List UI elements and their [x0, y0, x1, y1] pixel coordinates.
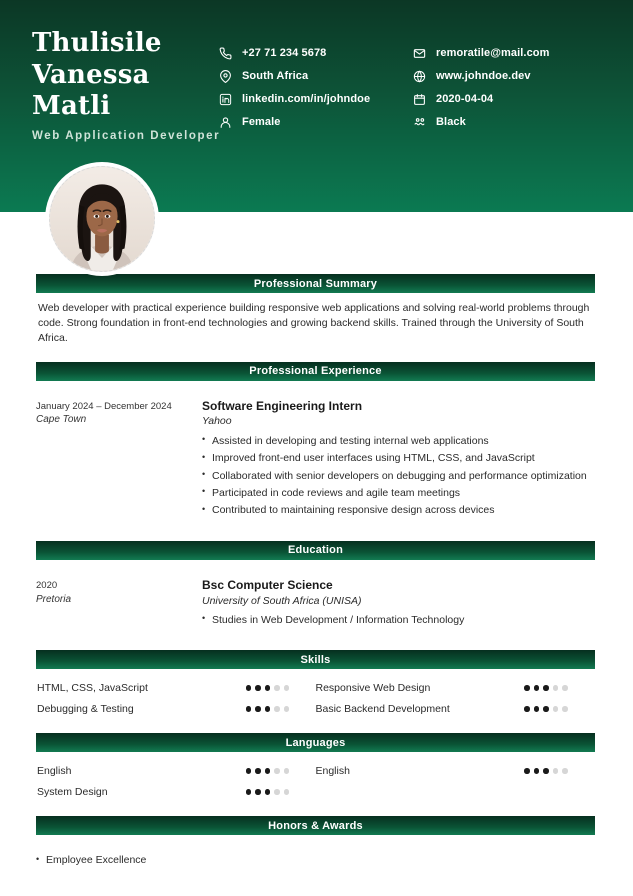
page-title	[32, 28, 222, 123]
section-title-experience: Professional Experience	[249, 365, 382, 378]
rating-dots	[524, 706, 582, 712]
contact-email[interactable]	[412, 42, 612, 65]
rated-item-label: System Design	[37, 785, 108, 798]
section-education	[36, 541, 595, 650]
phone-icon	[218, 46, 233, 61]
skills-grid	[36, 677, 595, 719]
experience-location: Cape Town	[36, 414, 87, 426]
education-entry	[36, 578, 595, 630]
rated-item	[37, 781, 316, 802]
rating-dot-empty	[284, 768, 290, 774]
rating-dot-filled	[255, 706, 261, 712]
education-title: Bsc Computer Science	[202, 577, 333, 592]
experience-date: January 2024 – December 2024	[36, 400, 172, 412]
education-meta	[36, 578, 202, 630]
contact-ethnicity-text: Black	[436, 116, 466, 129]
rating-dot-empty	[562, 685, 568, 691]
education-organization: University of South Africa (UNISA)	[202, 594, 362, 607]
rating-dot-empty	[274, 789, 280, 795]
section-honors-awards	[36, 816, 595, 868]
section-header-summary	[36, 274, 595, 293]
experience-entry	[36, 399, 595, 521]
ethnicity-icon	[412, 115, 427, 130]
contact-email-text: remoratile@mail.com	[436, 47, 550, 60]
contact-column-left	[218, 42, 418, 134]
rating-dot-empty	[553, 768, 559, 774]
rating-dot-filled	[255, 789, 261, 795]
rating-dots	[246, 685, 304, 691]
contact-linkedin[interactable]	[218, 88, 418, 111]
contact-location[interactable]	[218, 65, 418, 88]
rating-dot-filled	[524, 768, 530, 774]
education-detail	[202, 578, 595, 630]
section-header-education	[36, 541, 595, 560]
honor-item: • Employee Excellence	[36, 853, 595, 868]
location-pin-icon	[218, 69, 233, 84]
rating-dot-filled	[265, 768, 271, 774]
rating-dot-filled	[265, 789, 271, 795]
contact-location-text: South Africa	[242, 70, 309, 83]
rated-item-label: Basic Backend Development	[315, 702, 450, 715]
section-professional-experience	[36, 362, 595, 541]
rating-dot-filled	[534, 768, 540, 774]
rating-dot-empty	[284, 685, 290, 691]
contact-website-text: www.johndoe.dev	[436, 70, 531, 83]
linkedin-icon	[218, 92, 233, 107]
rating-dot-empty	[284, 706, 290, 712]
rating-dot-empty	[274, 768, 280, 774]
section-title-languages: Languages	[285, 736, 346, 749]
rating-dot-empty	[274, 685, 280, 691]
rating-dot-filled	[265, 685, 271, 691]
rated-item	[316, 698, 595, 719]
avatar	[45, 162, 159, 276]
rating-dots	[246, 789, 304, 795]
section-professional-summary	[36, 274, 595, 346]
name-line-1: Thulisile	[32, 28, 162, 58]
rating-dot-filled	[255, 685, 261, 691]
section-header-languages	[36, 733, 595, 752]
contact-linkedin-text: linkedin.com/in/johndoe	[242, 93, 371, 106]
experience-organization: Yahoo	[202, 415, 232, 428]
contact-column-right	[412, 42, 612, 134]
education-date: 2020	[36, 579, 58, 591]
experience-bullet: • Contributed to maintaining responsive design across devices	[202, 503, 595, 517]
rated-item	[37, 677, 316, 698]
rating-dot-empty	[562, 706, 568, 712]
section-title-honors: Honors & Awards	[268, 819, 363, 832]
rating-dot-filled	[524, 685, 530, 691]
section-header-skills	[36, 650, 595, 669]
languages-grid	[36, 760, 595, 802]
experience-bullet: • Assisted in developing and testing internal web applications	[202, 434, 595, 448]
education-location: Pretoria	[36, 593, 72, 605]
globe-icon	[412, 69, 427, 84]
experience-title: Software Engineering Intern	[202, 398, 363, 413]
rating-dot-filled	[246, 789, 252, 795]
rated-item-label: English	[315, 764, 350, 777]
rating-dots	[524, 768, 582, 774]
contact-phone-text: +27 71 234 5678	[242, 47, 327, 60]
rated-item-label: Debugging & Testing	[37, 702, 134, 715]
experience-bullet: • Improved front-end user interfaces using HTML, CSS, and JavaScript	[202, 451, 595, 465]
experience-bullet: • Participated in code reviews and agile team meetings	[202, 486, 595, 500]
summary-text: Web developer with practical experience building responsive web applications and solving real-world problems through code. Strong foundation in front-end technologies and growing backend skills. Trained through the University of South Africa.	[38, 302, 590, 344]
experience-bullet: • Collaborated with senior developers on debugging and performance optimization	[202, 469, 595, 483]
rated-item	[37, 760, 316, 781]
rating-dots	[246, 706, 304, 712]
rating-dot-filled	[543, 706, 549, 712]
job-title: Web Application Developer	[32, 130, 221, 143]
rating-dot-empty	[274, 706, 280, 712]
section-title-summary: Professional Summary	[253, 277, 378, 290]
section-languages	[36, 733, 595, 816]
rated-item-label: English	[37, 764, 72, 777]
rating-dot-empty	[284, 789, 290, 795]
rating-dot-filled	[246, 685, 252, 691]
contact-date-text: 2020-04-04	[436, 93, 494, 106]
contact-gender-text: Female	[242, 116, 281, 129]
name-block	[32, 28, 222, 142]
rating-dot-filled	[543, 768, 549, 774]
calendar-icon	[412, 92, 427, 107]
section-title-education: Education	[288, 544, 343, 557]
experience-meta	[36, 399, 202, 521]
rating-dot-filled	[246, 768, 252, 774]
rating-dot-filled	[246, 706, 252, 712]
contact-phone[interactable]	[218, 42, 418, 65]
rated-item	[316, 677, 595, 698]
contact-gender	[218, 111, 418, 134]
contact-ethnicity	[412, 111, 612, 134]
rating-dots	[524, 685, 582, 691]
section-title-skills: Skills	[300, 653, 331, 666]
rated-item-label: Responsive Web Design	[315, 681, 431, 694]
contact-date	[412, 88, 612, 111]
person-icon	[218, 115, 233, 130]
rating-dot-filled	[534, 706, 540, 712]
resume-body	[0, 274, 633, 868]
rating-dot-filled	[255, 768, 261, 774]
name-line-3: Matli	[32, 91, 111, 122]
rated-item	[37, 698, 316, 719]
rating-dot-filled	[265, 706, 271, 712]
section-header-honors	[36, 816, 595, 835]
experience-detail	[202, 399, 595, 521]
section-header-experience	[36, 362, 595, 381]
section-skills	[36, 650, 595, 733]
rating-dot-empty	[553, 706, 559, 712]
rating-dot-empty	[562, 768, 568, 774]
rating-dot-filled	[524, 706, 530, 712]
education-bullet: • Studies in Web Development / Information Technology	[202, 613, 595, 627]
rating-dot-empty	[553, 685, 559, 691]
name-line-2: Vanessa	[32, 59, 150, 90]
rating-dot-filled	[534, 685, 540, 691]
rated-item	[316, 760, 595, 781]
rated-item-label: HTML, CSS, JavaScript	[37, 681, 148, 694]
avatar-image	[49, 166, 155, 272]
envelope-icon	[412, 46, 427, 61]
rating-dot-filled	[543, 685, 549, 691]
contact-website[interactable]	[412, 65, 612, 88]
rating-dots	[246, 768, 304, 774]
